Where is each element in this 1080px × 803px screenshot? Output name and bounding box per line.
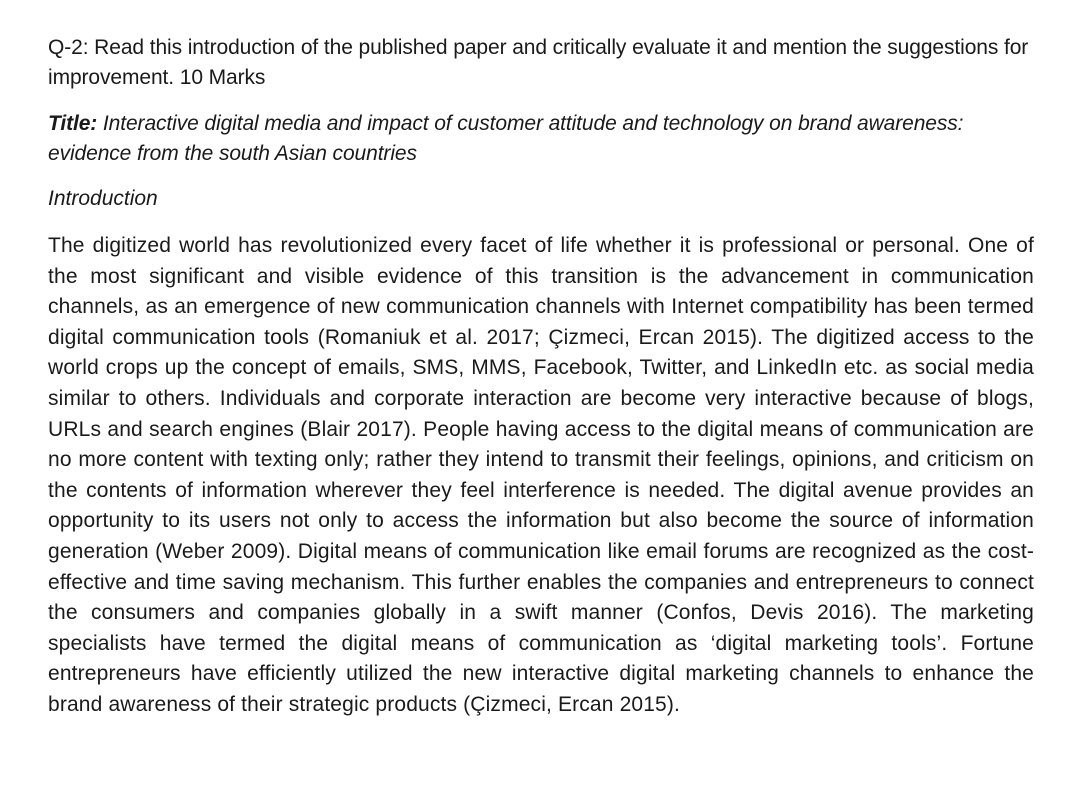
introduction-paragraph: The digitized world has revolutionized every facet of life whether it is professional or personal. One of the most significant and visible evidence of this transition is the advancement in communication channels, as an emergence of new communication channels with Internet compatibility has been termed digital communication tools (Romaniuk et al. 2017; Çizmeci, Ercan 2015). The digitized access to the world crops up the concept of emails, SMS, MMS, Facebook, Twitter, and LinkedIn etc. as social media similar to others. Individuals and corporate interaction are become very interactive because of blogs, URLs and search engines (Blair 2017). People having access to the digital means of communication are no more content with texting only; rather they intend to transmit their feelings, opinions, and criticism on the contents of information wherever they feel interference is needed. The digital avenue provides an opportunity to its users not only to access the information but also become the source of information generation (Weber 2009). Digital means of communication like email forums are recognized as the cost-effective and time saving mechanism. This further enables the companies and entrepreneurs to connect the consumers and companies globally in a swift manner (Confos, Devis 2016). The marketing specialists have termed the digital means of communication as ‘digital marketing tools’. Fortune entrepreneurs have efficiently utilized the new interactive digital marketing channels to enhance the brand awareness of their strategic products (Çizmeci, Ercan 2015). (48, 234, 1034, 716)
paper-title-label: Title: (48, 112, 98, 135)
paper-title (48, 109, 1034, 169)
section-heading-introduction: Introduction (48, 187, 158, 210)
document-page (48, 33, 1034, 721)
question-prompt: Q-2: Read this introduction of the published paper and critically evaluate it and mention the suggestions for improvement. 10 Marks (48, 36, 1029, 89)
paper-title-text: Interactive digital media and impact of customer attitude and technology on brand awareness: evidence from the south Asian countries (48, 112, 964, 165)
